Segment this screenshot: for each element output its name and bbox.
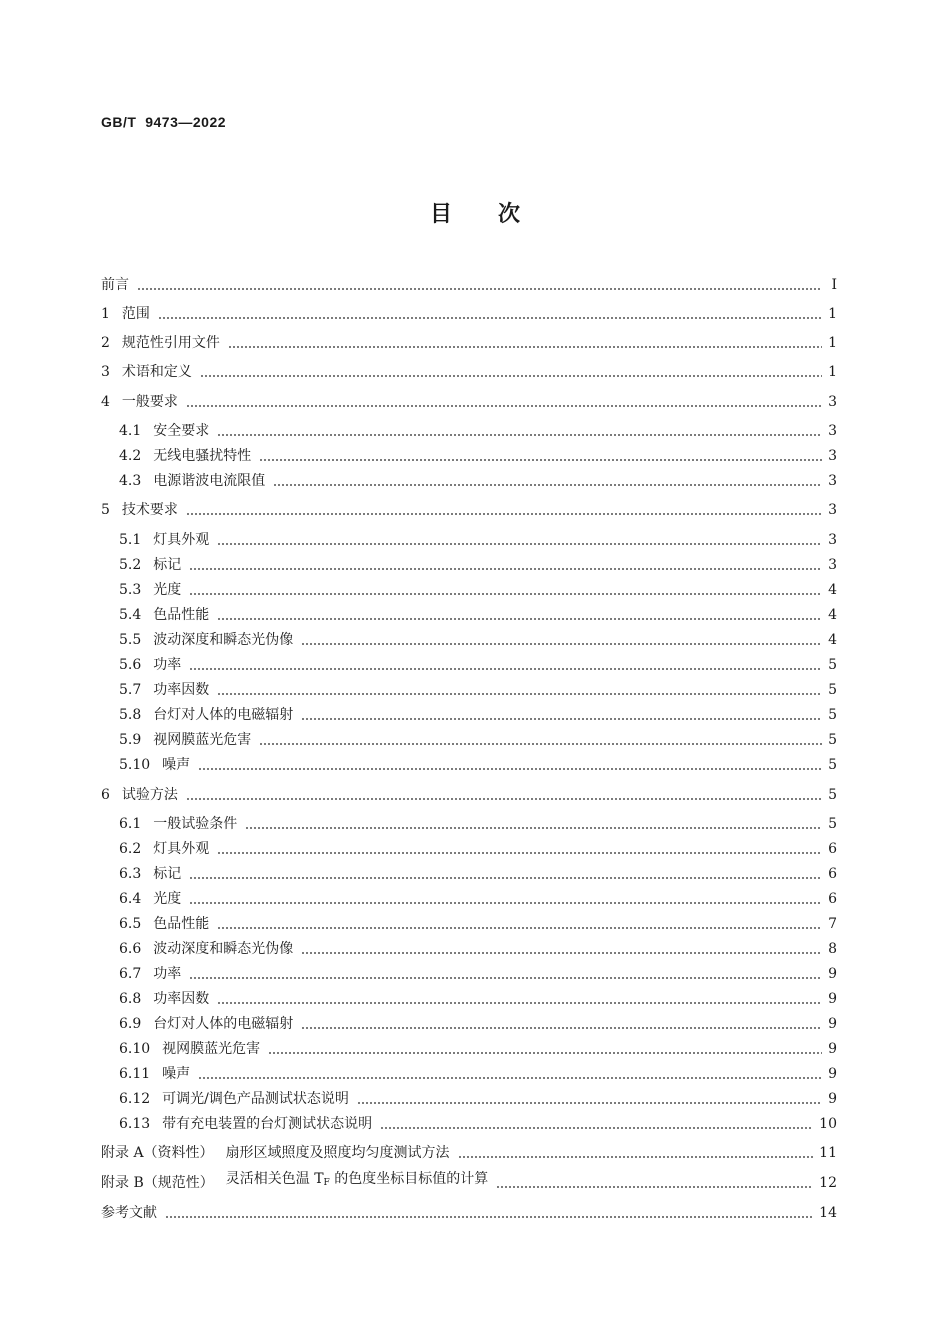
toc-number: 5.2 [119,557,142,573]
toc-entry-annex-a[interactable] [101,1143,837,1163]
toc-label: 试验方法 [121,787,178,803]
toc-number: 6.9 [119,1016,142,1032]
leader-dots [217,989,822,1009]
toc-label: 视网膜蓝光危害 [162,1041,261,1057]
toc-page: 3 [828,394,837,410]
toc-label: 扇形区域照度及照度均匀度测试方法 [225,1145,450,1161]
toc-label: 一般要求 [121,394,178,410]
toc-entry-6[interactable] [101,785,837,805]
toc-page: 6 [828,891,837,907]
toc-entry-5-2[interactable] [119,555,837,575]
toc-entry-4-1[interactable] [119,421,837,441]
toc-page: 4 [828,582,837,598]
toc-label: 电源谐波电流限值 [153,473,266,489]
leader-dots [273,471,822,491]
toc-page: 14 [819,1205,837,1221]
toc-page: 3 [828,448,837,464]
toc-entry-4-2[interactable] [119,446,837,466]
leader-dots [217,530,822,550]
toc-number: 6.8 [119,991,142,1007]
toc-page: 8 [828,941,837,957]
toc-page: 1 [828,335,837,351]
toc-entry-5-3[interactable] [119,580,837,600]
toc-label: 参考文献 [101,1205,157,1221]
toc-entry-5-8[interactable] [119,705,837,725]
toc-entry-6-10[interactable] [119,1039,837,1059]
toc-page: 10 [819,1116,837,1132]
toc-page: 6 [828,841,837,857]
leader-dots [158,304,822,324]
toc-entry-6-8[interactable] [119,989,837,1009]
toc-label: 波动深度和瞬态光伪像 [153,941,294,957]
toc-number: 附录 A（资料性） [101,1145,214,1161]
toc-number: 6.7 [119,966,142,982]
toc-label: 噪声 [162,1066,191,1082]
leader-dots [186,785,822,805]
leader-dots [245,814,822,834]
leader-dots [186,392,822,412]
toc-entry-6-9[interactable] [119,1014,837,1034]
toc-entry-6-11[interactable] [119,1064,837,1084]
leader-dots [189,864,822,884]
toc-number: 6.5 [119,916,142,932]
toc-page: 1 [828,306,837,322]
toc-number: 2 [101,335,110,351]
toc-entry-6-2[interactable] [119,839,837,859]
toc-number: 5.8 [119,707,142,723]
leader-dots [217,839,822,859]
toc-page: 9 [828,1041,837,1057]
toc-page: 5 [828,657,837,673]
toc-entry-6-5[interactable] [119,914,837,934]
toc-page: 5 [828,707,837,723]
toc-number: 4.1 [119,423,142,439]
table-of-contents [101,0,837,1344]
toc-page: 11 [819,1145,837,1161]
toc-number: 5.5 [119,632,142,648]
toc-page: 5 [828,732,837,748]
toc-label: 视网膜蓝光危害 [153,732,252,748]
toc-label: 功率因数 [153,682,210,698]
toc-label: 灯具外观 [153,841,210,857]
leader-dots [217,914,822,934]
leader-dots [458,1143,814,1163]
toc-number: 6.2 [119,841,142,857]
toc-entry-4[interactable] [101,392,837,412]
toc-label: 无线电骚扰特性 [153,448,252,464]
leader-dots [380,1114,813,1134]
toc-number: 6.11 [119,1066,151,1082]
toc-entry-6-4[interactable] [119,889,837,909]
toc-page: 5 [828,682,837,698]
toc-page: 3 [828,423,837,439]
toc-label: 前言 [101,277,129,293]
toc-entry-4-3[interactable] [119,471,837,491]
toc-label [226,1169,489,1193]
toc-label: 功率 [153,657,182,673]
page-title: 目次 [429,202,566,227]
toc-entry-5-10[interactable] [119,755,837,775]
leader-dots [189,889,822,909]
leader-dots [186,500,822,520]
toc-label: 功率因数 [153,991,210,1007]
leader-dots [228,333,822,353]
toc-label: 范围 [121,306,150,322]
toc-number: 5.1 [119,532,142,548]
toc-entry-6-7[interactable] [119,964,837,984]
toc-number: 5.3 [119,582,142,598]
toc-label: 规范性引用文件 [121,335,220,351]
toc-label: 光度 [153,891,182,907]
toc-page: 7 [828,916,837,932]
toc-entry-3[interactable] [101,362,837,382]
toc-entry-5[interactable] [101,500,837,520]
toc-label: 标记 [153,866,182,882]
leader-dots [268,1039,822,1059]
leader-dots [301,630,822,650]
leader-dots [301,1014,822,1034]
leader-dots [217,421,822,441]
toc-entry-annex-b[interactable] [101,1173,837,1193]
toc-number: 1 [101,306,110,322]
toc-page: 9 [828,1016,837,1032]
toc-label: 安全要求 [153,423,210,439]
toc-page: 4 [828,607,837,623]
toc-page: Ⅰ [831,277,837,293]
toc-label: 技术要求 [121,502,178,518]
toc-number: 附录 B（规范性） [101,1175,214,1191]
toc-label: 台灯对人体的电磁辐射 [153,1016,294,1032]
leader-dots [301,939,822,959]
toc-entry-5-6[interactable] [119,655,837,675]
leader-dots [189,555,822,575]
toc-entry-2[interactable] [101,333,837,353]
toc-page: 3 [828,502,837,518]
toc-number: 6.10 [119,1041,151,1057]
toc-number: 6 [101,787,110,803]
toc-page: 5 [828,787,837,803]
toc-entry-6-1[interactable] [119,814,837,834]
leader-dots [165,1203,813,1223]
toc-page: 9 [828,1091,837,1107]
toc-number: 5 [101,502,110,518]
toc-number: 5.10 [119,757,151,773]
toc-label-subscript: F [323,1178,330,1188]
toc-page: 4 [828,632,837,648]
toc-entry-6-12[interactable] [119,1089,837,1109]
leader-dots [189,580,822,600]
toc-number: 6.4 [119,891,142,907]
toc-entry-6-13[interactable] [119,1114,837,1134]
toc-entry-5-1[interactable] [119,530,837,550]
toc-entry-1[interactable] [101,304,837,324]
toc-label-tail: 的色度坐标目标值的计算 [329,1171,489,1187]
toc-page: 1 [828,364,837,380]
toc-page: 6 [828,866,837,882]
toc-label: 带有充电装置的台灯测试状态说明 [162,1116,373,1132]
toc-label: 标记 [153,557,182,573]
leader-dots [496,1173,813,1193]
toc-label: 光度 [153,582,182,598]
toc-number: 6.3 [119,866,142,882]
toc-page: 9 [828,966,837,982]
toc-entry-6-3[interactable] [119,864,837,884]
toc-label-head: 灵活相关色温 T [225,1171,324,1187]
toc-number: 5.7 [119,682,142,698]
leader-dots [217,680,822,700]
leader-dots [189,964,822,984]
toc-number: 5.9 [119,732,142,748]
toc-entry-5-4[interactable] [119,605,837,625]
toc-label: 波动深度和瞬态光伪像 [153,632,294,648]
toc-number: 4.2 [119,448,142,464]
toc-number: 4 [101,394,110,410]
toc-page: 3 [828,532,837,548]
toc-page: 3 [828,473,837,489]
toc-page: 5 [828,816,837,832]
toc-number: 6.1 [119,816,142,832]
toc-number: 3 [101,364,110,380]
toc-number: 6.6 [119,941,142,957]
toc-label: 色品性能 [153,916,210,932]
toc-entry-5-5[interactable] [119,630,837,650]
leader-dots [198,1064,822,1084]
leader-dots [357,1089,822,1109]
toc-label: 一般试验条件 [153,816,238,832]
toc-number: 5.6 [119,657,142,673]
toc-number: 6.12 [119,1091,151,1107]
leader-dots [198,755,822,775]
toc-label: 术语和定义 [121,364,192,380]
toc-page: 12 [819,1175,837,1191]
toc-entry-5-9[interactable] [119,730,837,750]
toc-label: 可调光/调色产品测试状态说明 [162,1091,349,1107]
document-id: GB/T 9473—2022 [101,114,227,130]
toc-page: 9 [828,1066,837,1082]
toc-entry-references[interactable] [101,1203,837,1223]
leader-dots [137,275,822,295]
toc-label: 台灯对人体的电磁辐射 [153,707,294,723]
toc-label: 功率 [153,966,182,982]
toc-entry-6-6[interactable] [119,939,837,959]
toc-number: 4.3 [119,473,142,489]
toc-label: 色品性能 [153,607,210,623]
toc-number: 6.13 [119,1116,151,1132]
toc-label: 灯具外观 [153,532,210,548]
toc-entry-foreword[interactable] [101,275,837,295]
leader-dots [200,362,822,382]
toc-number: 5.4 [119,607,142,623]
leader-dots [301,705,822,725]
leader-dots [189,655,822,675]
leader-dots [259,446,822,466]
toc-page: 5 [828,757,837,773]
toc-label: 噪声 [162,757,191,773]
toc-page: 9 [828,991,837,1007]
leader-dots [217,605,822,625]
toc-page: 3 [828,557,837,573]
toc-entry-5-7[interactable] [119,680,837,700]
leader-dots [259,730,822,750]
